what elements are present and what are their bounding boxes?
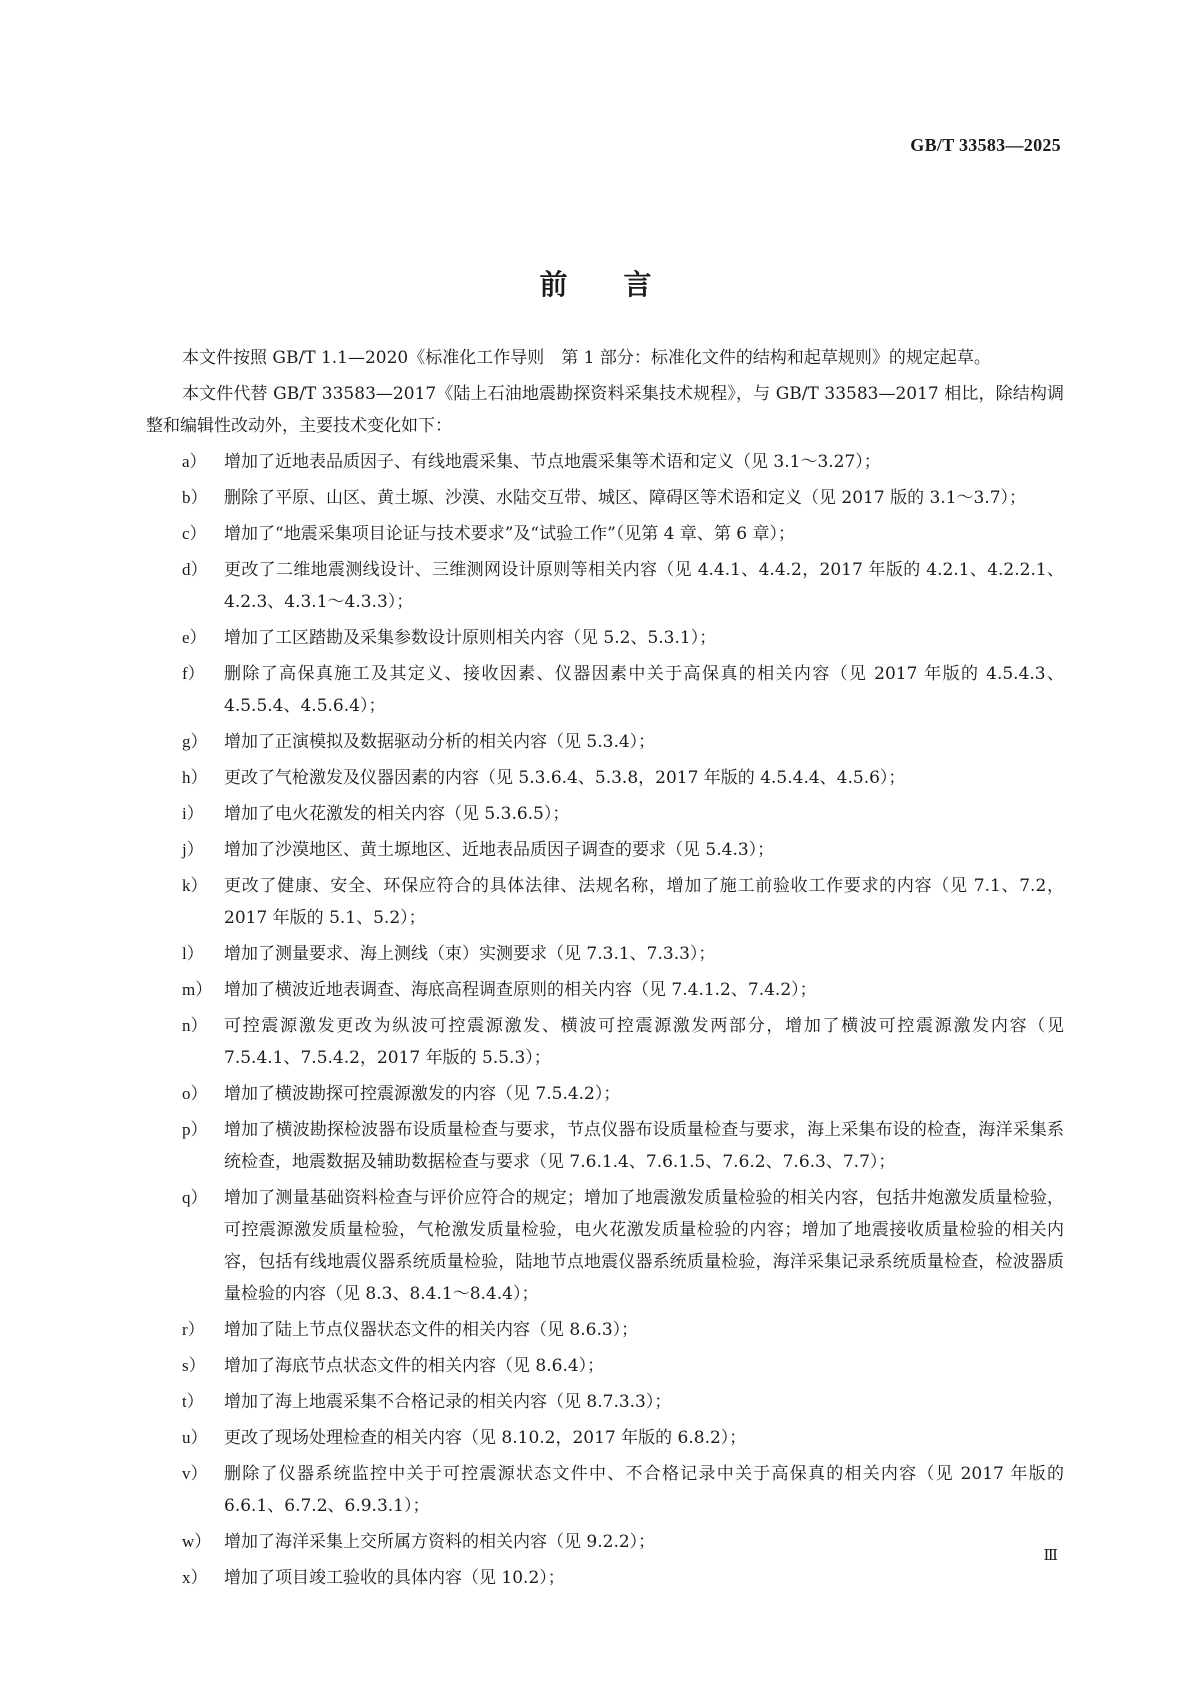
page-number: Ⅲ — [1043, 1548, 1058, 1564]
list-item-marker: r） — [182, 1320, 205, 1339]
list-item-text: 增加了测量基础资料检查与评价应符合的规定；增加了地震激发质量检验的相关内容，包括井炮激发质量检验，可控震源激发质量检验，气枪激发质量检验，电火花激发质量检验的内容；增加了地震接收质量检验的相关内容，包括有线地震仪器系统质量检验，陆地节点地震仪器系统质量检验，海洋采集记录系统质量检查，检波器质量检验的内容（见 8.3、8.4.1～8.4.4）； — [224, 1188, 1064, 1304]
list-item — [146, 1386, 1064, 1418]
list-item — [146, 518, 1064, 550]
list-item-text: 增加了正演模拟及数据驱动分析的相关内容（见 5.3.4）； — [224, 732, 656, 752]
list-item-marker: v） — [182, 1464, 208, 1483]
list-item-text: 增加了测量要求、海上测线（束）实测要求（见 7.3.1、7.3.3）； — [224, 944, 716, 964]
list-item-text: 增加了工区踏勘及采集参数设计原则相关内容（见 5.2、5.3.1）； — [224, 628, 717, 648]
list-item-text: 增加了横波勘探检波器布设质量检查与要求，节点仪器布设质量检查与要求，海上采集布设的检查，海洋采集系统检查，地震数据及辅助数据检查与要求（见 7.6.1.4、7.6.1.5、7.6.2、7.6.3、7.7）； — [224, 1120, 1064, 1172]
list-item — [146, 482, 1064, 514]
list-item — [146, 1010, 1064, 1074]
list-item — [146, 762, 1064, 794]
list-item — [146, 798, 1064, 830]
list-item-marker: b） — [182, 488, 208, 507]
list-item — [146, 834, 1064, 866]
list-item-text: 增加了近地表品质因子、有线地震采集、节点地震采集等术语和定义（见 3.1～3.27）； — [224, 452, 881, 472]
list-item — [146, 446, 1064, 478]
list-item-marker: f） — [182, 664, 205, 683]
list-item — [146, 1422, 1064, 1454]
list-item-text: 增加了“地震采集项目论证与技术要求”及“试验工作”（见第 4 章、第 6 章）； — [224, 524, 796, 544]
changes-list — [146, 446, 1064, 1594]
list-item-text: 更改了现场处理检查的相关内容（见 8.10.2，2017 年版的 6.8.2）； — [224, 1428, 747, 1448]
list-item — [146, 1562, 1064, 1594]
list-item-marker: d） — [182, 560, 208, 579]
standard-code: GB/T 33583—2025 — [910, 135, 1061, 155]
list-item-text: 删除了仪器系统监控中关于可控震源状态文件中、不合格记录中关于高保真的相关内容（见 2017 年版的 6.6.1、6.7.2、6.9.3.1）； — [224, 1464, 1064, 1516]
list-item — [146, 726, 1064, 758]
list-item-marker: a） — [182, 452, 207, 471]
list-item-text: 删除了平原、山区、黄土塬、沙漠、水陆交互带、城区、障碍区等术语和定义（见 2017 版的 3.1～3.7）； — [224, 488, 1027, 508]
list-item-marker: q） — [182, 1188, 208, 1207]
list-item-marker: l） — [182, 944, 204, 963]
list-item-text: 增加了海上地震采集不合格记录的相关内容（见 8.7.3.3）； — [224, 1392, 672, 1412]
list-item — [146, 1078, 1064, 1110]
list-item — [146, 622, 1064, 654]
list-item-text: 增加了横波勘探可控震源激发的内容（见 7.5.4.2）； — [224, 1084, 621, 1104]
intro-paragraph: 本文件按照 GB/T 1.1—2020《标准化工作导则 第 1 部分：标准化文件的结构和起草规则》的规定起草。 — [182, 348, 991, 368]
list-item-text: 删除了高保真施工及其定义、接收因素、仪器因素中关于高保真的相关内容（见 2017 年版的 4.5.4.3、4.5.5.4、4.5.6.4）； — [224, 664, 1064, 716]
list-item-text: 增加了海底节点状态文件的相关内容（见 8.6.4）； — [224, 1356, 605, 1376]
list-item-text: 增加了沙漠地区、黄土塬地区、近地表品质因子调查的要求（见 5.4.3）； — [224, 840, 775, 860]
list-item-marker: s） — [182, 1356, 206, 1375]
list-item — [146, 870, 1064, 934]
list-item — [146, 658, 1064, 722]
list-item-marker: x） — [182, 1568, 208, 1587]
list-item — [146, 974, 1064, 1006]
list-item-marker: u） — [182, 1428, 208, 1447]
list-item-marker: g） — [182, 732, 208, 751]
list-item-marker: p） — [182, 1120, 208, 1139]
list-item-text: 增加了横波近地表调查、海底高程调查原则的相关内容（见 7.4.1.2、7.4.2）； — [224, 980, 817, 1000]
list-item — [146, 1350, 1064, 1382]
list-item-marker: m） — [182, 980, 213, 999]
replacement-paragraph: 本文件代替 GB/T 33583—2017《陆上石油地震勘探资料采集技术规程》，与 GB/T 33583—2017 相比，除结构调整和编辑性改动外，主要技术变化如下： — [146, 384, 1064, 436]
list-item-text: 增加了海洋采集上交所属方资料的相关内容（见 9.2.2）； — [224, 1532, 656, 1552]
foreword-body — [146, 342, 1064, 1598]
list-item-text: 增加了电火花激发的相关内容（见 5.3.6.5）； — [224, 804, 570, 824]
list-item-marker: c） — [182, 524, 207, 543]
list-item — [146, 1458, 1064, 1522]
list-item — [146, 1182, 1064, 1310]
list-item-marker: e） — [182, 628, 207, 647]
page-title: 前言 — [539, 267, 708, 301]
list-item-marker: i） — [182, 804, 204, 823]
list-item-marker: t） — [182, 1392, 204, 1411]
list-item-marker: k） — [182, 876, 208, 895]
list-item-marker: w） — [182, 1532, 212, 1551]
list-item-text: 更改了健康、安全、环保应符合的具体法律、法规名称，增加了施工前验收工作要求的内容（见 7.1、7.2，2017 年版的 5.1、5.2）； — [224, 876, 1064, 928]
list-item-text: 可控震源激发更改为纵波可控震源激发、横波可控震源激发两部分，增加了横波可控震源激发内容（见 7.5.4.1、7.5.4.2，2017 年版的 5.5.3）； — [224, 1016, 1064, 1068]
list-item-text: 增加了陆上节点仪器状态文件的相关内容（见 8.6.3）； — [224, 1320, 639, 1340]
list-item-text: 更改了二维地震测线设计、三维测网设计原则等相关内容（见 4.4.1、4.4.2，2017 年版的 4.2.1、4.2.2.1、4.2.3、4.3.1～4.3.3）； — [224, 560, 1064, 612]
list-item — [146, 554, 1064, 618]
list-item-text: 增加了项目竣工验收的具体内容（见 10.2）； — [224, 1568, 565, 1588]
list-item-marker: j） — [182, 840, 204, 859]
list-item-marker: n） — [182, 1016, 208, 1035]
list-item — [146, 938, 1064, 970]
list-item — [146, 1526, 1064, 1558]
list-item-marker: h） — [182, 768, 208, 787]
list-item-text: 更改了气枪激发及仪器因素的内容（见 5.3.6.4、5.3.8，2017 年版的 4.5.4.4、4.5.6）； — [224, 768, 906, 788]
list-item — [146, 1314, 1064, 1346]
list-item — [146, 1114, 1064, 1178]
list-item-marker: o） — [182, 1084, 208, 1103]
